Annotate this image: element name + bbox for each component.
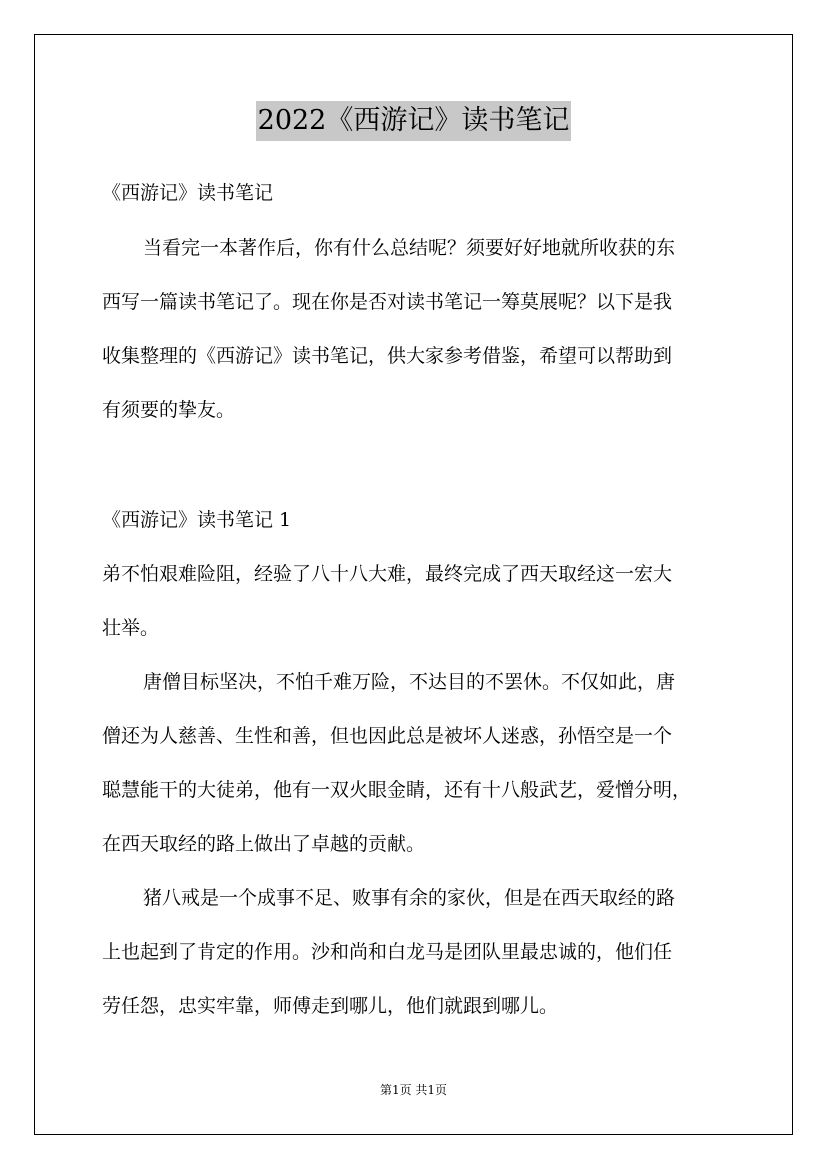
- body-line-5: 聪慧能干的大徒弟，他有一双火眼金睛，还有十八般武艺，爱憎分明，: [102, 779, 692, 801]
- body-line-9: 劳任怨，忠实牢靠，师傅走到哪儿，他们就跟到哪儿。: [102, 995, 559, 1017]
- title-container: [0, 101, 827, 141]
- body-line-1: 弟不怕艰难险阻，经验了八十八大难，最终完成了西天取经这一宏大: [102, 563, 673, 585]
- intro-line-2: 西写一篇读书笔记了。现在你是否对读书笔记一筹莫展呢？以下是我: [102, 291, 673, 313]
- document-title: 2022《西游记》读书笔记: [256, 101, 572, 141]
- subtitle: 《西游记》读书笔记: [102, 182, 274, 204]
- body-line-6: 在西天取经的路上做出了卓越的贡献。: [102, 833, 426, 855]
- intro-line-3: 收集整理的《西游记》读书笔记，供大家参考借鉴，希望可以帮助到: [102, 345, 673, 367]
- page-footer: 第1页 共1页: [379, 1083, 448, 1097]
- body-line-3: 唐僧目标坚决，不怕千难万险，不达目的不罢休。不仅如此，唐: [143, 671, 676, 693]
- intro-line-1: 当看完一本著作后，你有什么总结呢？须要好好地就所收获的东: [143, 237, 676, 259]
- intro-line-4: 有须要的挚友。: [102, 399, 236, 421]
- section-heading: 《西游记》读书笔记 1: [102, 509, 292, 531]
- body-line-2: 壮举。: [102, 617, 160, 639]
- body-line-8: 上也起到了肯定的作用。沙和尚和白龙马是团队里最忠诚的，他们任: [102, 941, 673, 963]
- body-line-7: 猪八戒是一个成事不足、败事有余的家伙，但是在西天取经的路: [143, 887, 676, 909]
- body-line-4: 僧还为人慈善、生性和善，但也因此总是被坏人迷惑，孙悟空是一个: [102, 725, 673, 747]
